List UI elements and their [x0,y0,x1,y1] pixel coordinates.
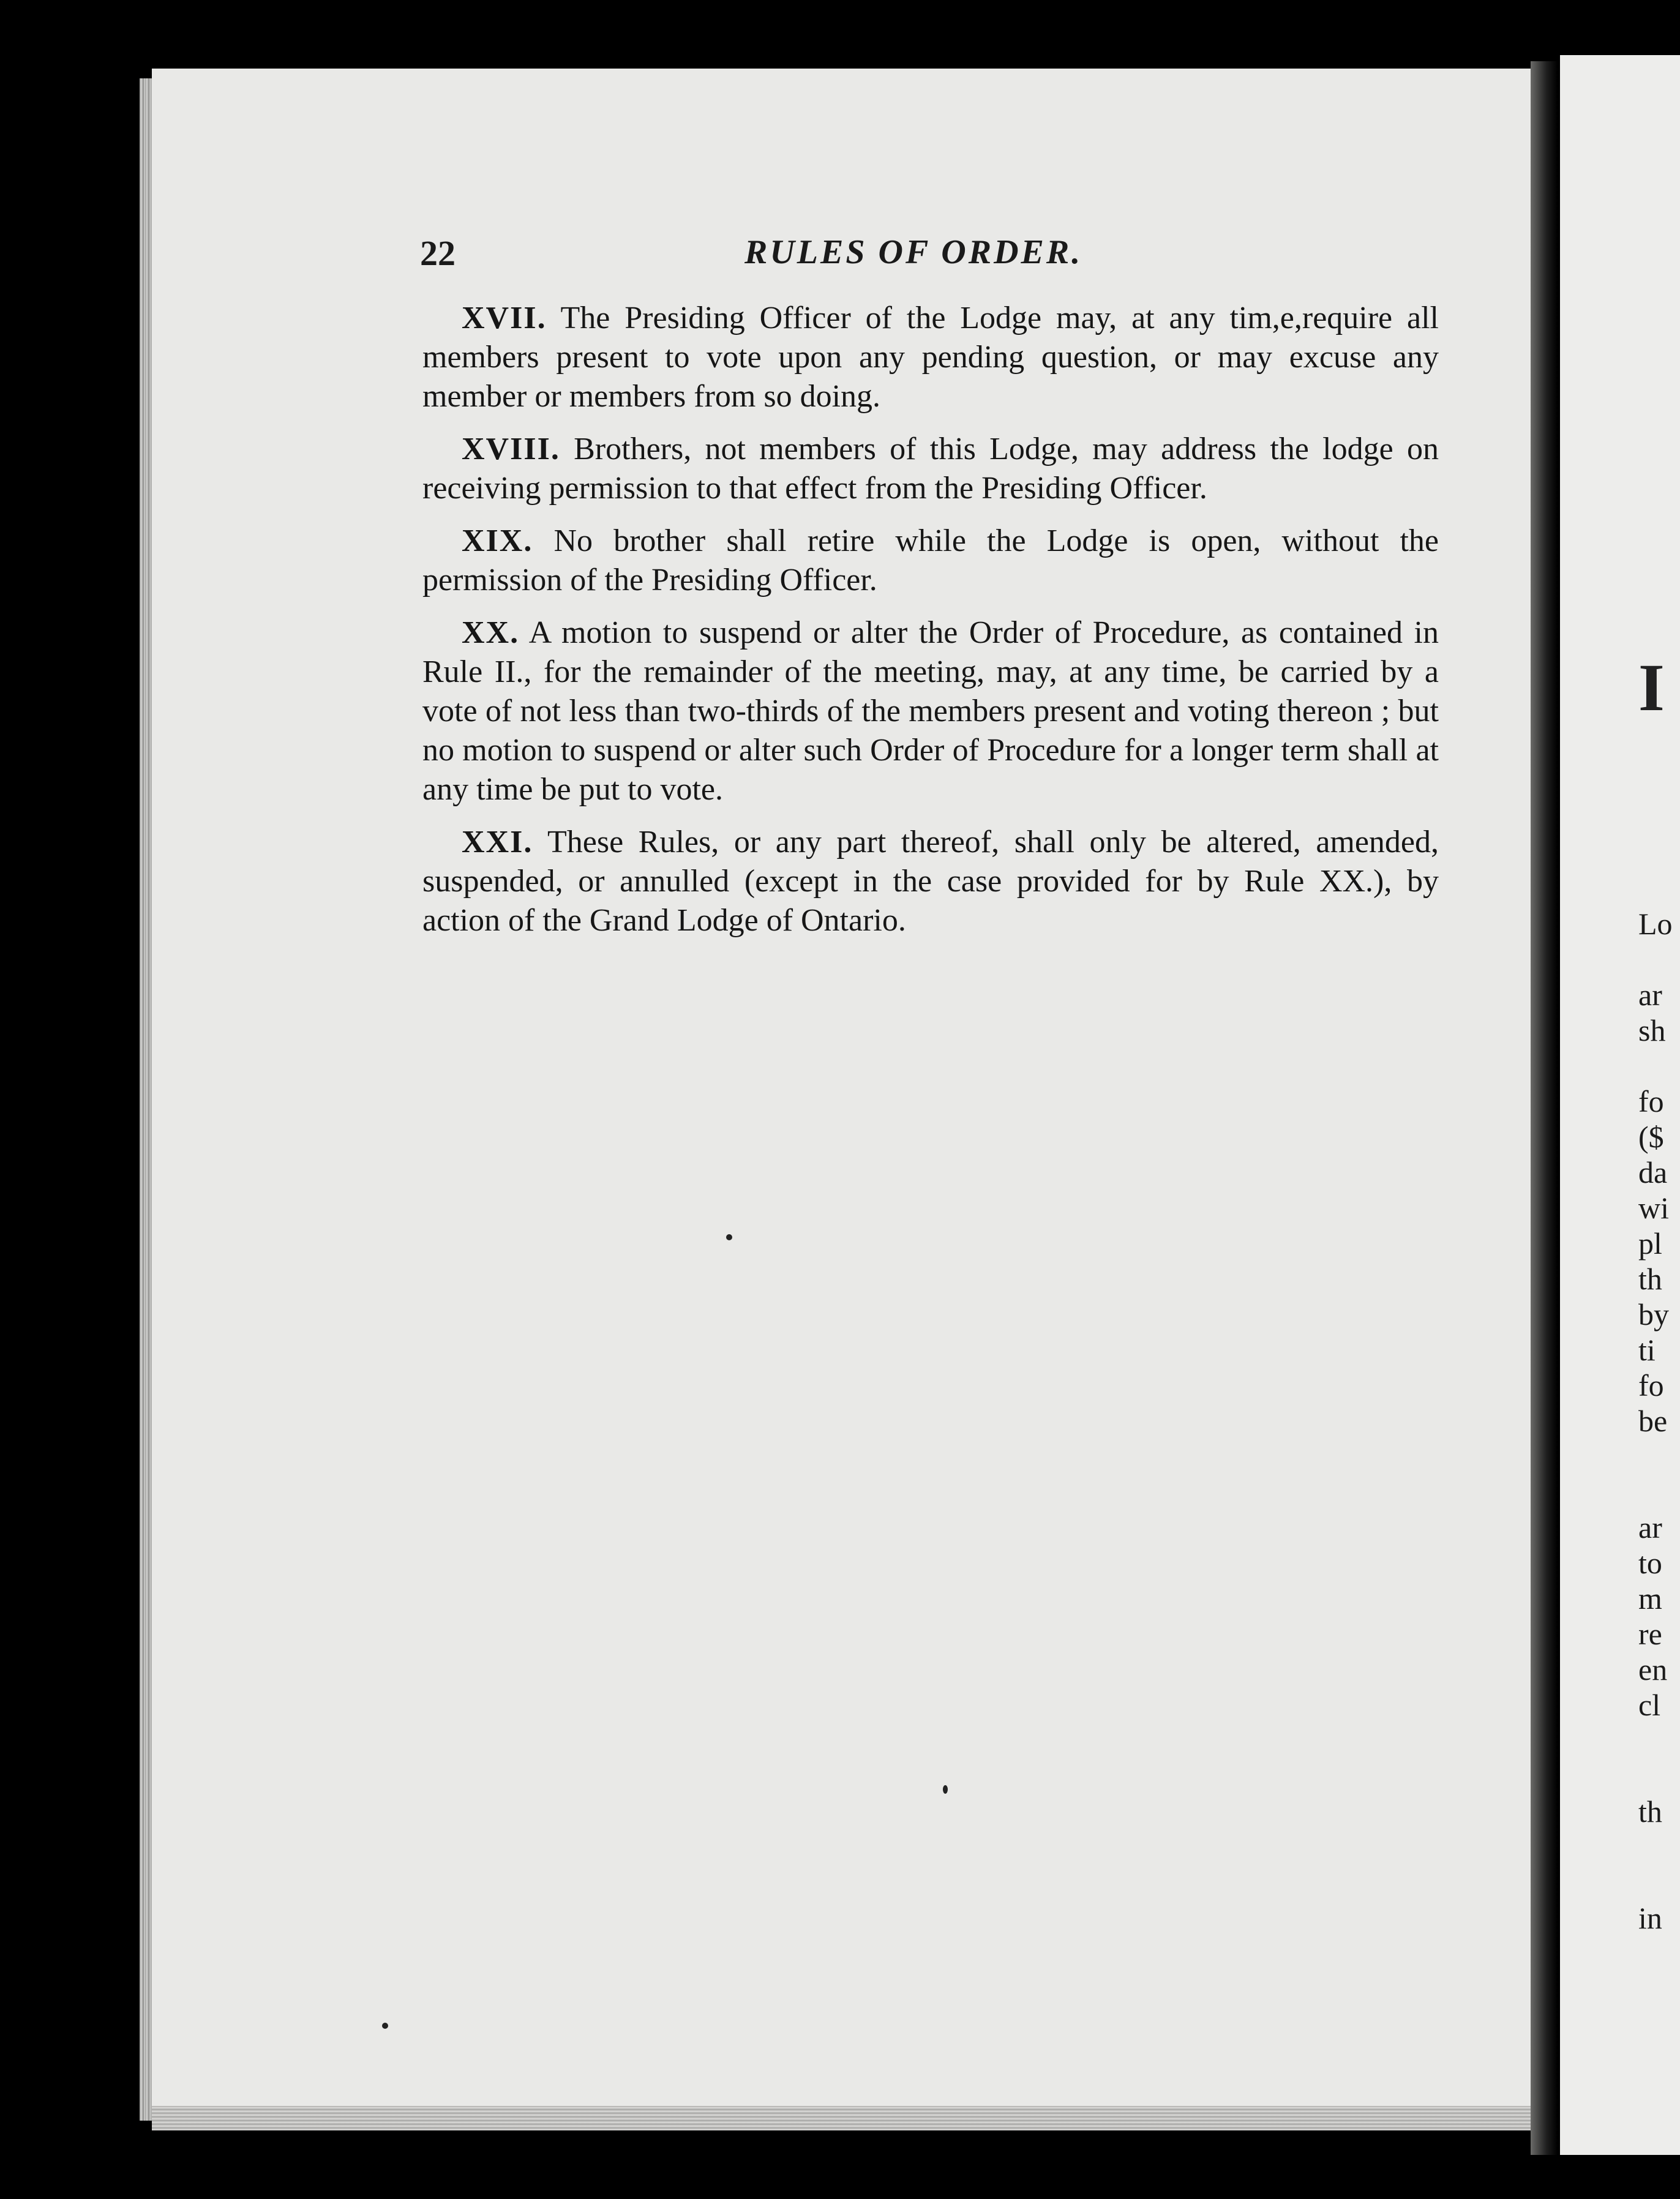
right-page-line-fragment: ($ [1638,1120,1664,1154]
rule-text: A motion to suspend or alter the Order of Procedure, as contained in Rule II., for the remainder of the meeting, may, at any time, be carried by a vote of not less than two-thirds of the members present and voting thereon ; but no motion to suspend or alter such Order of Procedure for a longer term shall at any time be put to vote. [422,615,1439,807]
right-page-line-fragment [1638,1829,1680,1865]
book-gutter [1531,61,1558,2155]
right-page-line-fragment [1638,1758,1680,1794]
rule-text: Brothers, not members of this Lodge, may address the lodge on receiving permission to that effect from the Presiding Officer. [422,432,1439,506]
right-page-line-fragment [1638,1439,1680,1474]
right-page-line-fragment: th [1638,1262,1662,1296]
right-page-line-fragment: fo [1638,1084,1664,1118]
right-page-line-fragment: da [1638,1155,1668,1189]
page-header [420,233,1449,282]
right-page-line-fragment: Lo [1638,907,1673,941]
right-page-line-fragment [1638,1723,1680,1758]
print-speck [382,2023,388,2029]
right-page-heading-fragment: I [1638,650,1665,725]
running-title: RULES OF ORDER. [744,233,1083,271]
right-page-line-fragment: in [1638,1901,1662,1935]
rule-number: XVIII. [462,432,560,466]
rule-paragraph [422,823,1439,940]
right-page-line-fragment: sh [1638,1013,1666,1047]
right-page-line-fragment: wi [1638,1191,1669,1225]
right-page-line-fragment: by [1638,1297,1669,1332]
right-page-line-fragment: pl [1638,1226,1662,1261]
rule-paragraph [422,430,1439,508]
right-page-line-fragment: ar [1638,978,1662,1012]
rule-text: The Presiding Officer of the Lodge may, at any tim,e,require all members present to vote upon any pending question, or may excuse any member or members from so doing. [422,301,1439,414]
right-page-line-fragment [1638,1048,1680,1084]
right-page-line-fragment [1638,1474,1680,1510]
page-number: 22 [420,233,456,273]
right-page-text-fragments [1638,906,1680,1936]
right-page-line-fragment: be [1638,1404,1668,1438]
page-edges-bottom [152,2106,1540,2130]
rule-text: No brother shall retire while the Lodge is open, without the permission of the Presiding Officer. [422,523,1439,598]
rule-paragraph [422,522,1439,600]
right-page-line-fragment: ti [1638,1333,1656,1367]
right-page-line-fragment: en [1638,1652,1668,1687]
print-speck [943,1785,948,1794]
rule-text: These Rules, or any part thereof, shall only be altered, amended, suspended, or annulled (except in the case provided for by Rule XX.), by action of the Grand Lodge of Ontario. [422,825,1439,938]
rules-body [422,299,1439,954]
print-speck [726,1234,732,1240]
rule-number: XXI. [462,825,533,860]
right-page-line-fragment: th [1638,1794,1662,1829]
rule-paragraph [422,299,1439,416]
right-page-line-fragment [1638,1865,1680,1900]
right-page-line-fragment: ar [1638,1510,1662,1545]
rule-paragraph [422,613,1439,809]
rule-number: XIX. [462,523,533,558]
right-page-line-fragment: re [1638,1617,1662,1651]
right-page-line-fragment: to [1638,1546,1662,1580]
right-page-line-fragment: m [1638,1581,1662,1616]
right-page-line-fragment: cl [1638,1688,1661,1722]
rule-number: XX. [462,615,520,650]
right-page-line-fragment: fo [1638,1368,1664,1403]
right-page-line-fragment [1638,942,1680,977]
rule-number: XVII. [462,301,547,335]
